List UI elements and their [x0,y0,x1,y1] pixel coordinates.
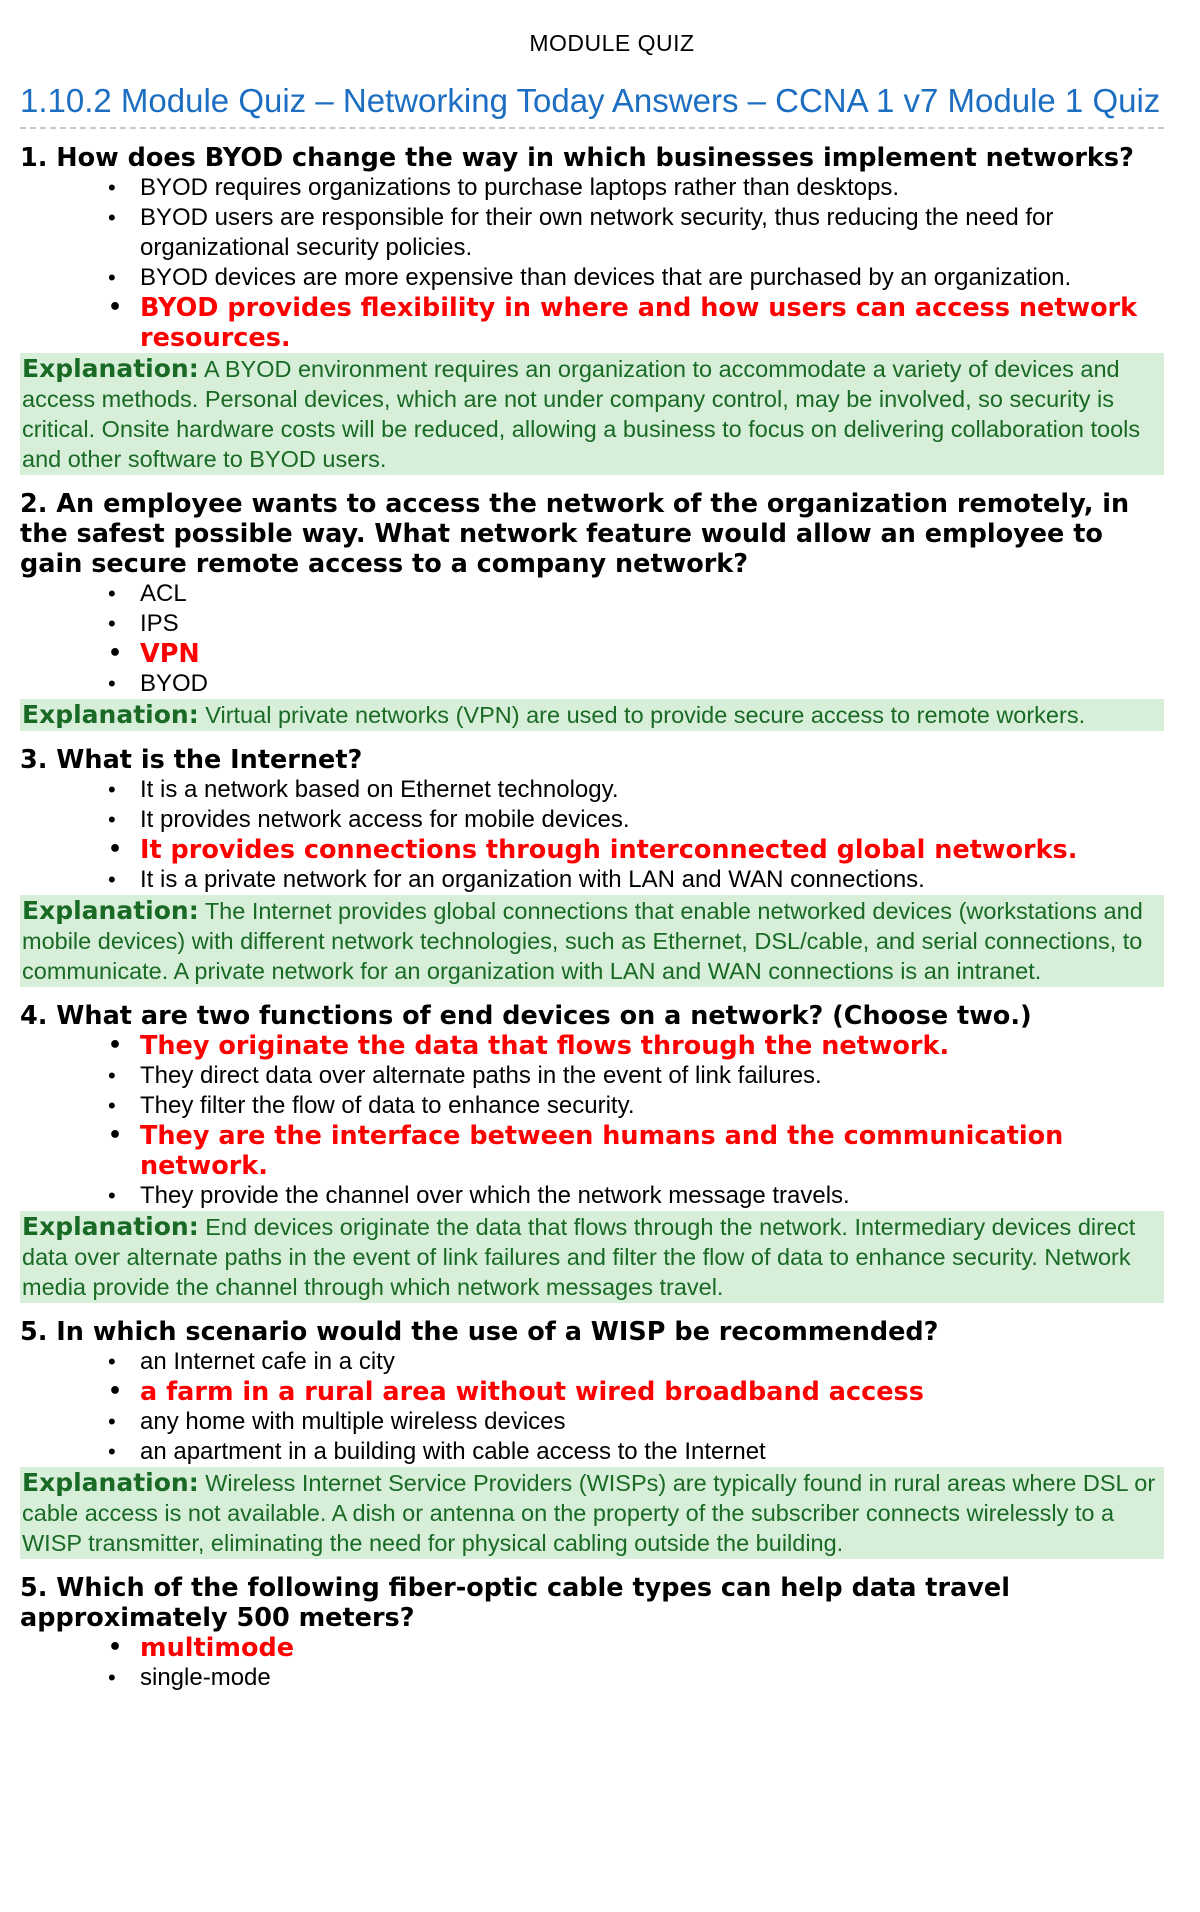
question-text: 5. Which of the following fiber-optic cable types can help data travel approximately 500 meters? [20,1573,1010,1633]
explanation-label: Explanation: [22,1212,199,1241]
page-header: MODULE QUIZ [529,30,695,56]
correct-answer-option: • multimode [140,1633,1164,1663]
explanation-box [20,895,1164,987]
answer-options-list [20,173,1164,353]
explanation-label: Explanation: [22,700,199,729]
answer-option: • single-mode [140,1663,1164,1693]
explanation-label: Explanation: [22,896,199,925]
explanation-box [20,1467,1164,1559]
answer-options-list [20,1031,1164,1211]
explanation-label: Explanation: [22,354,199,383]
correct-answer-option: • They originate the data that flows through the network. [140,1031,1164,1061]
answer-option: • They filter the flow of data to enhance security. [140,1091,1164,1121]
answer-option: • They direct data over alternate paths in the event of link failures. [140,1061,1164,1091]
answer-options-list [20,1633,1164,1693]
correct-answer-option: • a farm in a rural area without wired broadband access [140,1377,1164,1407]
explanation-box [20,699,1164,731]
answer-option: • It provides network access for mobile devices. [140,805,1164,835]
answer-option: • BYOD users are responsible for their own network security, thus reducing the need for organizational security policies. [140,203,1164,263]
correct-answer-option: • BYOD provides flexibility in where and how users can access network resources. [140,293,1164,353]
explanation-text: A BYOD environment requires an organization to accommodate a variety of devices and access methods. Personal devices, which are not under company control, may be involved, so security is critical. Onsite hardware costs will be reduced, allowing a business to focus on delivering collaboration tools and other software to BYOD users. [22,356,1141,472]
question-text: 4. What are two functions of end devices on a network? (Choose two.) [20,1001,1032,1031]
explanation-box [20,1211,1164,1303]
answer-options-list [20,1347,1164,1467]
answer-option: • They provide the channel over which the network message travels. [140,1181,1164,1211]
correct-answer-option: • It provides connections through interconnected global networks. [140,835,1164,865]
answer-option: • an apartment in a building with cable access to the Internet [140,1437,1164,1467]
correct-answer-option: • They are the interface between humans and the communication network. [140,1121,1164,1181]
answer-option: • It is a network based on Ethernet technology. [140,775,1164,805]
answer-options-list [20,579,1164,699]
answer-option: • an Internet cafe in a city [140,1347,1164,1377]
question-text: 1. How does BYOD change the way in which businesses implement networks? [20,143,1134,173]
explanation-box [20,353,1164,475]
question-text: 3. What is the Internet? [20,745,363,775]
question-text: 2. An employee wants to access the network of the organization remotely, in the safest possible way. What network feature would allow an employee to gain secure remote access to a company network? [20,489,1130,579]
explanation-text: Wireless Internet Service Providers (WISPs) are typically found in rural areas where DSL or cable access is not available. A dish or antenna on the property of the subscriber connects wirelessly to a WISP transmitter, eliminating the need for physical cabling outside the building. [22,1470,1156,1556]
answer-options-list [20,775,1164,895]
explanation-text: End devices originate the data that flows through the network. Intermediary devices direct data over alternate paths in the event of link failures and filter the flow of data to enhance security. Network media provide the channel through which network messages travel. [22,1214,1136,1300]
answer-option: • any home with multiple wireless devices [140,1407,1164,1437]
answer-option: • ACL [140,579,1164,609]
quiz-body [20,143,1164,1693]
answer-option: • BYOD requires organizations to purchase laptops rather than desktops. [140,173,1164,203]
question-text: 5. In which scenario would the use of a WISP be recommended? [20,1317,939,1347]
answer-option: • BYOD devices are more expensive than devices that are purchased by an organization. [140,263,1164,293]
correct-answer-option: • VPN [140,639,1164,669]
explanation-text: Virtual private networks (VPN) are used to provide secure access to remote workers. [205,702,1086,728]
answer-option: • It is a private network for an organization with LAN and WAN connections. [140,865,1164,895]
answer-option: • IPS [140,609,1164,639]
page-title: 1.10.2 Module Quiz – Networking Today Answers – CCNA 1 v7 Module 1 Quiz [20,81,1164,129]
answer-option: • BYOD [140,669,1164,699]
explanation-label: Explanation: [22,1468,199,1497]
explanation-text: The Internet provides global connections that enable networked devices (workstations and mobile devices) with different network technologies, such as Ethernet, DSL/cable, and serial connections, to communicate. A private network for an organization with LAN and WAN connections is an intranet. [22,898,1143,984]
